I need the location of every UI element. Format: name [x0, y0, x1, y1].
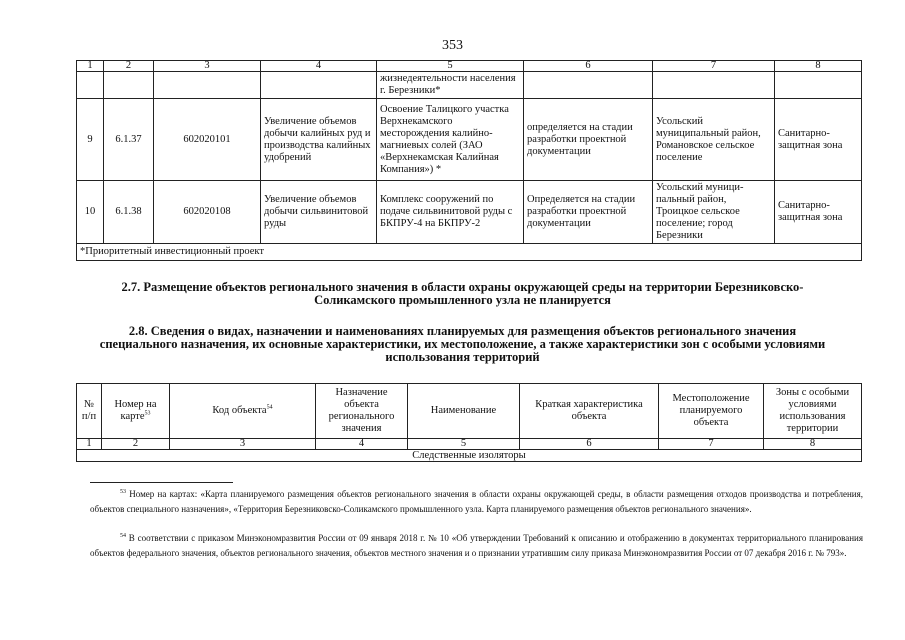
col-number: 4: [261, 61, 377, 72]
header-row: [77, 384, 862, 439]
header-name: Наименование: [408, 384, 520, 439]
row-location: Усольский муниципальный район, Романовское сельское поселение: [653, 99, 775, 181]
col-number: 8: [775, 61, 862, 72]
footnote-mark: 53: [120, 489, 126, 495]
header-purpose: Назначение объекта регионального значения: [316, 384, 408, 439]
table-note-row: [77, 244, 862, 261]
table-row: [77, 99, 862, 181]
row-num: 9: [77, 99, 104, 181]
objects-table-continued: [76, 60, 862, 261]
col-number: 5: [377, 61, 524, 72]
col-number: 2: [104, 61, 154, 72]
footnote-text: В соответствии с приказом Минэкономразвития России от 09 января 2018 г. № 10 «Об утверждении Требований к описанию и отображению в документах территориального планирования объектов федерального значения, объектов регионального значения, объектов местного значения и о признании утратившим силу приказа Минэкономразвития России от 07 декабря 2016 г. № 793».: [90, 533, 863, 558]
row-code: 602020108: [154, 181, 261, 244]
header-code: Код объекта$^{54}$: [170, 384, 316, 439]
col-number: 6: [520, 439, 659, 450]
col-number: 7: [659, 439, 764, 450]
page-number: 353: [442, 38, 463, 53]
section-label: Следственные изоляторы: [77, 450, 862, 462]
col-number: 2: [102, 439, 170, 450]
col-number: 7: [653, 61, 775, 72]
footnote-text: Номер на картах: «Карта планируемого размещения объектов регионального значения в области охраны окружающей среды, в области размещения отходов производства и потребления, объектов специального назначения», «Территория Березниковско-Соликамского промышленного узла. Карта планируемого размещения объектов регионального значения».: [90, 489, 863, 514]
header-characteristics: Краткая характеристика объекта: [520, 384, 659, 439]
col-number: 6: [524, 61, 653, 72]
col-number: 1: [77, 439, 102, 450]
footnote: [90, 531, 863, 561]
col-number: 3: [154, 61, 261, 72]
col-number: 4: [316, 439, 408, 450]
row-purpose: Увеличение объемов добычи сильвинитовой руды: [261, 181, 377, 244]
row-map-no: 6.1.37: [104, 99, 154, 181]
row-zones: Санитарно-защитная зона: [775, 181, 862, 244]
continuation-cell: жизнедеятельности населения г. Березники*: [377, 72, 524, 99]
section-row: [77, 450, 862, 462]
col-number: 1: [77, 61, 104, 72]
footnote-ref: 53: [144, 410, 151, 417]
table-row: [77, 181, 862, 244]
header-zones: Зоны с особыми условиями использования территории: [764, 384, 862, 439]
row-location: Усольский муници-пальный район, Троицкое сельское поселение; город Березники: [653, 181, 775, 244]
col-number: 3: [170, 439, 316, 450]
footnote-ref: 54: [266, 404, 273, 411]
row-map-no: 6.1.38: [104, 181, 154, 244]
column-number-row: [77, 61, 862, 72]
header-num: № п/п: [77, 384, 102, 439]
section-heading-2-8: 2.8. Сведения о видах, назначении и наименованиях планируемых для размещения объектов регионального значения специального назначения, их основные характеристики, их местоположение, а также характеристики зон с особыми условиями использования территорий: [99, 324, 826, 364]
col-number: 8: [764, 439, 862, 450]
row-num: 10: [77, 181, 104, 244]
row-purpose: Увеличение объемов добычи калийных руд и производства калийных удобрений: [261, 99, 377, 181]
table-note: *Приоритетный инвестиционный проект: [77, 244, 862, 261]
row-characteristics: Определяется на стадии разработки проектной документации: [524, 181, 653, 244]
footnote: [90, 487, 863, 517]
row-zones: Санитарно-защитная зона: [775, 99, 862, 181]
header-location: Местоположение планируемого объекта: [659, 384, 764, 439]
special-objects-table: [76, 383, 862, 462]
footnote-divider: [90, 482, 233, 483]
col-number: 5: [408, 439, 520, 450]
column-number-row: [77, 439, 862, 450]
row-characteristics: определяется на стадии разработки проектной документации: [524, 99, 653, 181]
row-code: 602020101: [154, 99, 261, 181]
section-heading-2-7: 2.7. Размещение объектов регионального значения в области охраны окружающей среды на территории Березниковско-Соликамского промышленного узла не планируется: [121, 280, 804, 307]
row-name: Освоение Талицкого участка Верхнекамского месторождения калийно-магниевых солей (ЗАО «Верхнекамская Калийная Компания») *: [377, 99, 524, 181]
footnote-mark: 54: [120, 533, 126, 539]
continuation-row: [77, 72, 862, 99]
row-name: Комплекс сооружений по подаче сильвинитовой руды с БКПРУ-4 на БКПРУ-2: [377, 181, 524, 244]
header-map-no: Номер на карте$^{53}$: [102, 384, 170, 439]
